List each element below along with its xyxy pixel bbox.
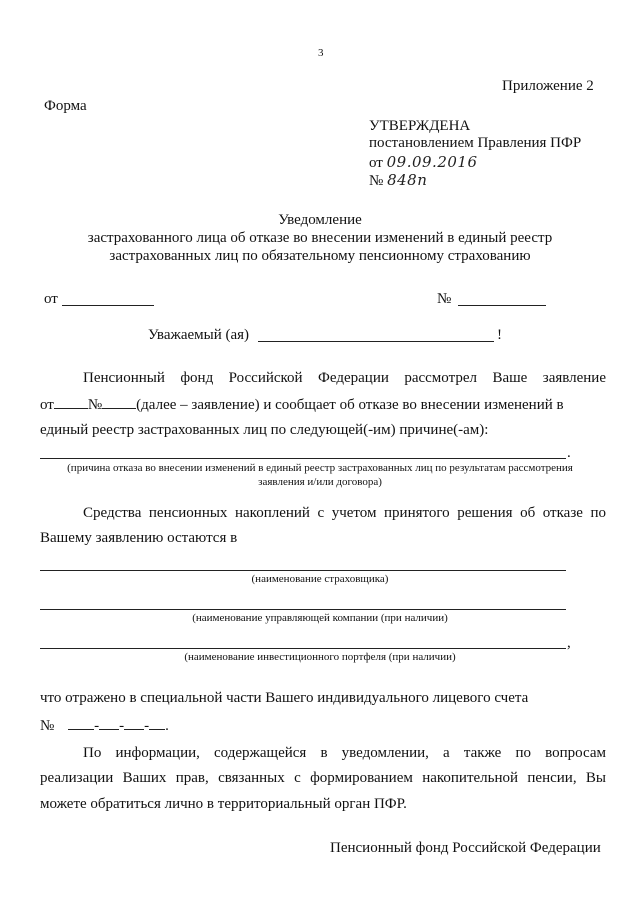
insurer-field	[40, 570, 566, 571]
investment-portfolio-field	[40, 648, 566, 649]
account-part1-field	[68, 717, 94, 730]
insurer-caption: (наименование страховщика)	[251, 573, 389, 585]
paragraph1-line3: единый реестр застрахованных лиц по следующей(-им) причине(-ам):	[40, 422, 489, 438]
account-sep1: -	[94, 718, 100, 734]
recipient-name-field	[258, 341, 494, 342]
account-part4-field	[149, 717, 165, 730]
account-text: что отражено в специальной части Вашего индивидуального лицевого счета	[40, 690, 529, 706]
account-part2-field	[99, 717, 119, 730]
account-part3-field	[124, 717, 144, 730]
page-number: 3	[318, 47, 324, 59]
number-field	[458, 305, 546, 306]
paragraph3-line2: реализации Ваших прав, связанных с формированием накопительной пенсии, Вы	[40, 770, 606, 786]
reason-caption-line1: (причина отказа во внесении изменений в единый реестр застрахованных лиц по результатам рассмотрения	[67, 462, 573, 474]
paragraph3-line1-text: По информации, содержащейся в уведомлении, а также по вопросам	[83, 745, 606, 761]
paragraph3-line1	[40, 745, 606, 762]
portfolio-end: ,	[567, 635, 571, 651]
approval-number-handwritten: 848п	[387, 171, 428, 189]
management-company-caption: (наименование управляющей компании (при наличии)	[192, 612, 448, 624]
paragraph2-line1-text: Средства пенсионных накоплений с учетом принятого решения об отказе по	[83, 505, 606, 521]
approval-number-prefix: №	[369, 173, 384, 189]
notice-title: Уведомление	[278, 212, 362, 228]
approval-date-handwritten: 09.09.2016	[386, 153, 478, 171]
approval-by: постановлением Правления ПФР	[369, 135, 582, 151]
paragraph1-rest: (далее – заявление) и сообщает об отказе во внесении изменений в	[136, 397, 564, 413]
paragraph1-line1	[40, 370, 606, 387]
number-label: №	[437, 291, 452, 307]
investment-portfolio-caption: (наименование инвестиционного портфеля (при наличии)	[184, 651, 456, 663]
account-number-line	[40, 717, 169, 735]
notice-subtitle-line1: застрахованного лица об отказе во внесении изменений в единый реестр	[87, 230, 553, 246]
approval-date-prefix: от	[369, 155, 383, 171]
from-label: от	[44, 291, 58, 307]
account-number-prefix: №	[40, 718, 55, 734]
paragraph3-line3: можете обратиться лично в территориальный орган ПФР.	[40, 796, 407, 812]
paragraph1-line2	[40, 396, 606, 414]
notice-subtitle-line2: застрахованных лиц по обязательному пенсионному страхованию	[109, 248, 531, 264]
signature: Пенсионный фонд Российской Федерации	[330, 840, 601, 856]
form-label: Форма	[44, 98, 87, 114]
management-company-field	[40, 609, 566, 610]
paragraph1-no: №	[87, 397, 103, 413]
account-end: .	[165, 718, 169, 734]
application-date-field	[54, 396, 88, 409]
reason-caption-line2: заявления и/или договора)	[258, 476, 382, 488]
reason-end: .	[567, 445, 571, 461]
paragraph2-line1	[40, 505, 606, 522]
paragraph1-from: от	[40, 397, 54, 413]
account-sep3: -	[144, 718, 150, 734]
greeting-text: Уважаемый (ая)	[148, 327, 250, 343]
annex-label: Приложение 2	[502, 78, 594, 94]
application-number-field	[102, 396, 136, 409]
approval-title: УТВЕРЖДЕНА	[369, 118, 471, 134]
approval-date-line	[369, 153, 478, 172]
account-sep2: -	[119, 718, 125, 734]
paragraph1-line1-text: Пенсионный фонд Российской Федерации рассмотрел Ваше заявление	[83, 370, 606, 386]
greeting-end: !	[497, 327, 502, 343]
reason-field	[40, 458, 566, 459]
approval-number-line	[369, 171, 427, 190]
from-date-field	[62, 305, 154, 306]
paragraph2-line2: Вашему заявлению остаются в	[40, 530, 238, 546]
